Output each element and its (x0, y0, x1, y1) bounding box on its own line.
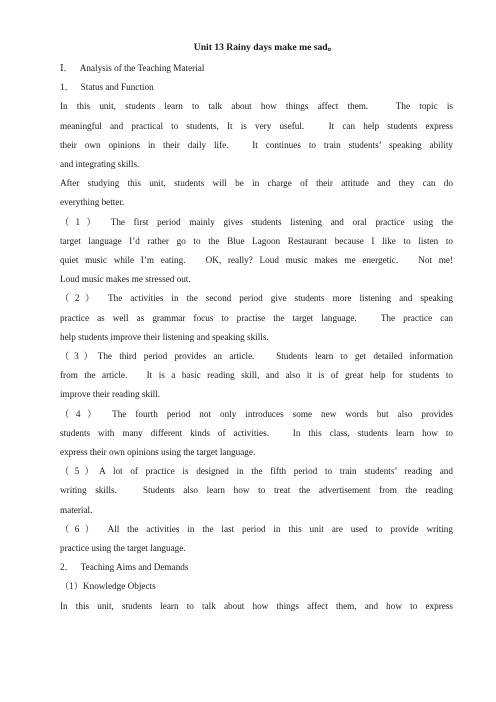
text-line: everything better. (60, 197, 125, 208)
text-line: help students improve their listening and speaking skills. (60, 331, 269, 342)
document-title: Unit 13 Rainy days make me sad。 (193, 42, 338, 53)
text-line: 1． Status and Function (60, 82, 154, 93)
text-line: After studying this unit, students will be in charge of their attitude and they can do (60, 178, 453, 189)
text-line: improve their reading skill. (60, 389, 161, 400)
text-line: Loud music makes me stressed out. (60, 274, 191, 285)
text-line: （1）Knowledge Objects (60, 581, 156, 592)
text-line: In this unit, students learn to talk about how things affect them. The topic is (60, 101, 453, 112)
text-line: （2） The activities in the second period give students more listening and speaking (60, 293, 453, 304)
text-line: target language I’d rather go to the Blue Lagoon Restaurant because I like to listen to (60, 235, 453, 246)
text-line: students with many different kinds of activities. In this class, students learn how to (60, 427, 453, 438)
text-line: quiet music while I’m eating. OK, really? Loud music makes me energetic. Not me! (60, 255, 453, 266)
text-line: Ⅰ． Analysis of the Teaching Material (60, 63, 205, 73)
text-line: meaningful and practical to students, It is very useful. It can help students express (60, 120, 453, 131)
document-body (60, 59, 453, 616)
text-line: writing skills. Students also learn how to treat the advertisement from the reading (60, 485, 453, 496)
text-line: （1） The first period mainly gives students listening and oral practice using the (60, 216, 453, 227)
text-line: 2． Teaching Aims and Demands (60, 562, 189, 573)
text-line: their own opinions in their daily life. It continues to train students’ speaking ability (60, 139, 453, 150)
text-line: from the article. It is a basic reading skill, and also it is of great help for students to (60, 370, 453, 381)
text-line: practice using the target language. (60, 543, 186, 554)
text-line: material. (60, 504, 93, 515)
text-line: （6） All the activities in the last period in this unit are used to provide writing (60, 523, 453, 534)
text-line: and integrating skills. (60, 159, 140, 170)
text-line: （4） The fourth period not only introduces some new words but also provides (60, 408, 453, 419)
text-line: express their own opinions using the target language. (60, 447, 256, 458)
text-line: In this unit, students learn to talk about how things affect them, and how to express (60, 600, 453, 611)
text-line: （3）The third period provides an article. Students learn to get detailed information (60, 351, 453, 362)
text-line: practice as well as grammar focus to practise the target language. The practice can (60, 312, 453, 323)
text-line: （5）A lot of practice is designed in the fifth period to train students’ reading and (60, 466, 453, 477)
